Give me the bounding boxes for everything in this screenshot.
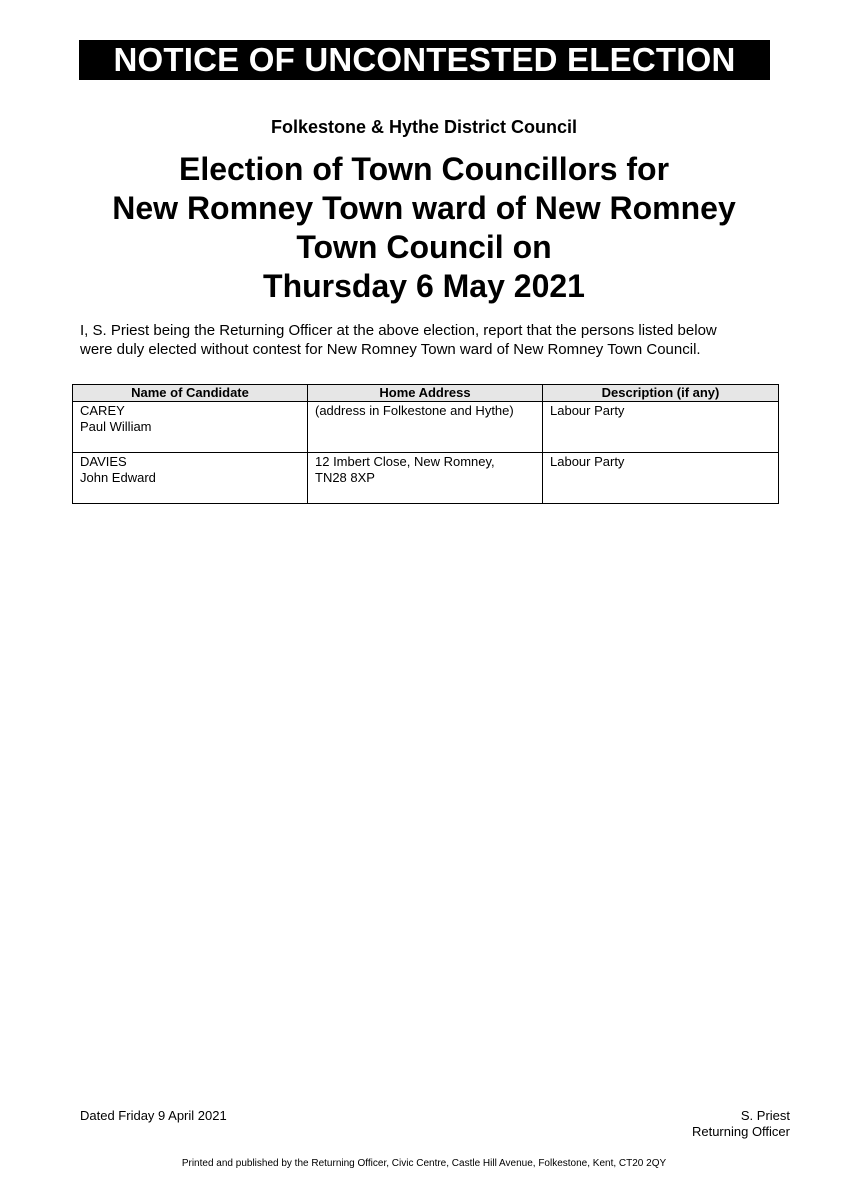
imprint: Printed and published by the Returning Officer, Civic Centre, Castle Hill Avenue, Folkestone, Kent, CT20 2QY [181,1158,667,1169]
table-header-row [73,385,779,402]
officer-name: S. Priest [740,1108,790,1123]
candidate-surname: CAREY [80,403,125,418]
candidate-address-cell [308,402,543,453]
intro-paragraph [80,321,780,359]
column-header-description: Description (if any) [543,385,779,402]
column-header-name: Name of Candidate [73,385,308,402]
candidate-name-cell [73,402,308,453]
heading-line: New Romney Town ward of New Romney [112,190,736,226]
candidate-description-cell: Labour Party [543,453,779,504]
officer-title: Returning Officer [691,1124,790,1139]
officer-signature-block [692,1108,790,1140]
heading-line: Election of Town Councillors for [178,151,670,187]
candidate-forenames: Paul William [80,419,152,434]
column-header-address: Home Address [308,385,543,402]
election-heading [60,150,788,306]
heading-line: Town Council on [296,229,552,265]
candidate-address-cell [308,453,543,504]
intro-line: were duly elected without contest for New Romney Town ward of New Romney Town Council. [80,341,701,358]
dated-line: Dated Friday 9 April 2021 [80,1108,227,1123]
table-row [73,402,779,453]
candidates-table [72,384,779,504]
candidate-forenames: John Edward [80,470,156,485]
address-line: (address in Folkestone and Hythe) [315,403,514,418]
heading-line: Thursday 6 May 2021 [263,268,585,304]
candidate-name-cell [73,453,308,504]
notice-banner: NOTICE OF UNCONTESTED ELECTION [79,40,770,80]
council-name: Folkestone & Hythe District Council [270,117,578,137]
address-line: 12 Imbert Close, New Romney, [315,454,495,469]
address-line: TN28 8XP [315,470,375,485]
intro-line: I, S. Priest being the Returning Officer at the above election, report that the persons listed below [80,322,717,339]
candidate-description-cell: Labour Party [543,402,779,453]
candidate-surname: DAVIES [80,454,127,469]
table-row [73,453,779,504]
